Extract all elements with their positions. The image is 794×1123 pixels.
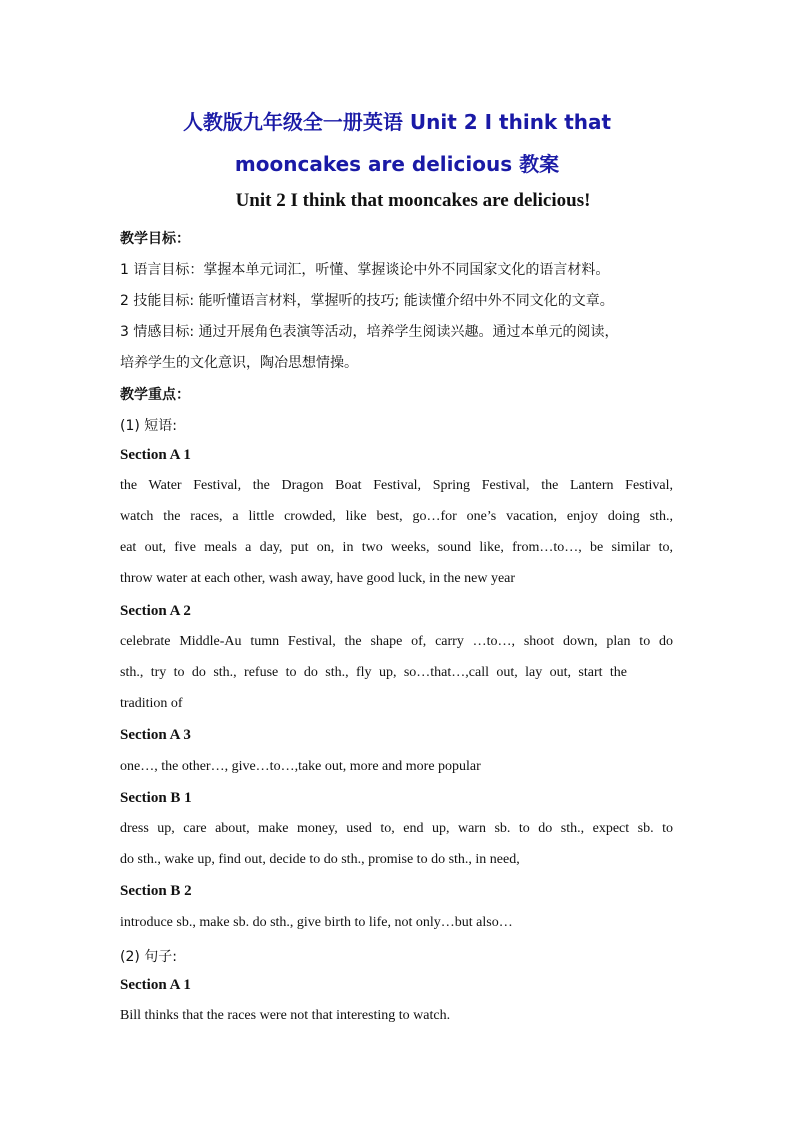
phrase-line: throw water at each other, wash away, have good luck, in the new year: [120, 571, 516, 586]
phrase-line: watch the races, a little crowded, like best, go…for one’s vacation, enjoy doing sth.,: [120, 509, 673, 524]
phrase-line: eat out, five meals a day, put on, in two weeks, sound like, from…to…, be similar to,: [120, 540, 673, 555]
phrases-label: (1) 短语:: [120, 418, 177, 434]
document-title-line-1: 人教版九年级全一册英语 Unit 2 I think that: [182, 110, 612, 134]
phrase-line: sth., try to do sth., refuse to do sth., fly up, so…that…,call out, lay out, start the: [120, 665, 627, 680]
phrase-line: celebrate Middle-Au tumn Festival, the shape of, carry …to…, shoot down, plan to do: [120, 634, 673, 649]
phrase-line: do sth., wake up, find out, decide to do sth., promise to do sth., in need,: [120, 852, 520, 867]
phrase-line: dress up, care about, make money, used to, end up, warn sb. to do sth., expect sb. to: [120, 821, 673, 836]
section-heading-b2: Section B 2: [120, 883, 192, 899]
section-heading-a1-sentences: Section A 1: [120, 977, 191, 993]
objectives-heading: 教学目标：: [120, 231, 190, 247]
phrase-line: introduce sb., make sb. do sth., give birth to life, not only…but also…: [120, 915, 513, 930]
keypoints-heading: 教学重点：: [120, 387, 190, 403]
document-subtitle: Unit 2 I think that mooncakes are delicious!: [235, 190, 591, 211]
document-title-line-2: mooncakes are delicious 教案: [234, 152, 560, 176]
section-heading-a1: Section A 1: [120, 447, 191, 463]
sentences-label: (2) 句子:: [120, 949, 177, 965]
section-heading-a3: Section A 3: [120, 727, 191, 743]
phrase-line: one…, the other…, give…to…,take out, more and more popular: [120, 759, 481, 774]
objective-skills: 2 技能目标: 能听懂语言材料，掌握听的技巧; 能读懂介绍中外不同文化的文章。: [120, 293, 614, 309]
section-heading-a2: Section A 2: [120, 603, 191, 619]
objective-emotion-line-2: 培养学生的文化意识，陶冶思想情操。: [120, 355, 358, 371]
objective-emotion-line-1: 3 情感目标: 通过开展角色表演等活动，培养学生阅读兴趣。通过本单元的阅读，: [120, 324, 619, 340]
objective-language: 1 语言目标：掌握本单元词汇，听懂、掌握谈论中外不同国家文化的语言材料。: [120, 262, 610, 278]
phrase-line: the Water Festival, the Dragon Boat Festival, Spring Festival, the Lantern Festival,: [120, 478, 673, 493]
section-heading-b1: Section B 1: [120, 790, 192, 806]
phrase-line: tradition of: [120, 696, 183, 711]
sentence-line: Bill thinks that the races were not that interesting to watch.: [120, 1008, 451, 1023]
